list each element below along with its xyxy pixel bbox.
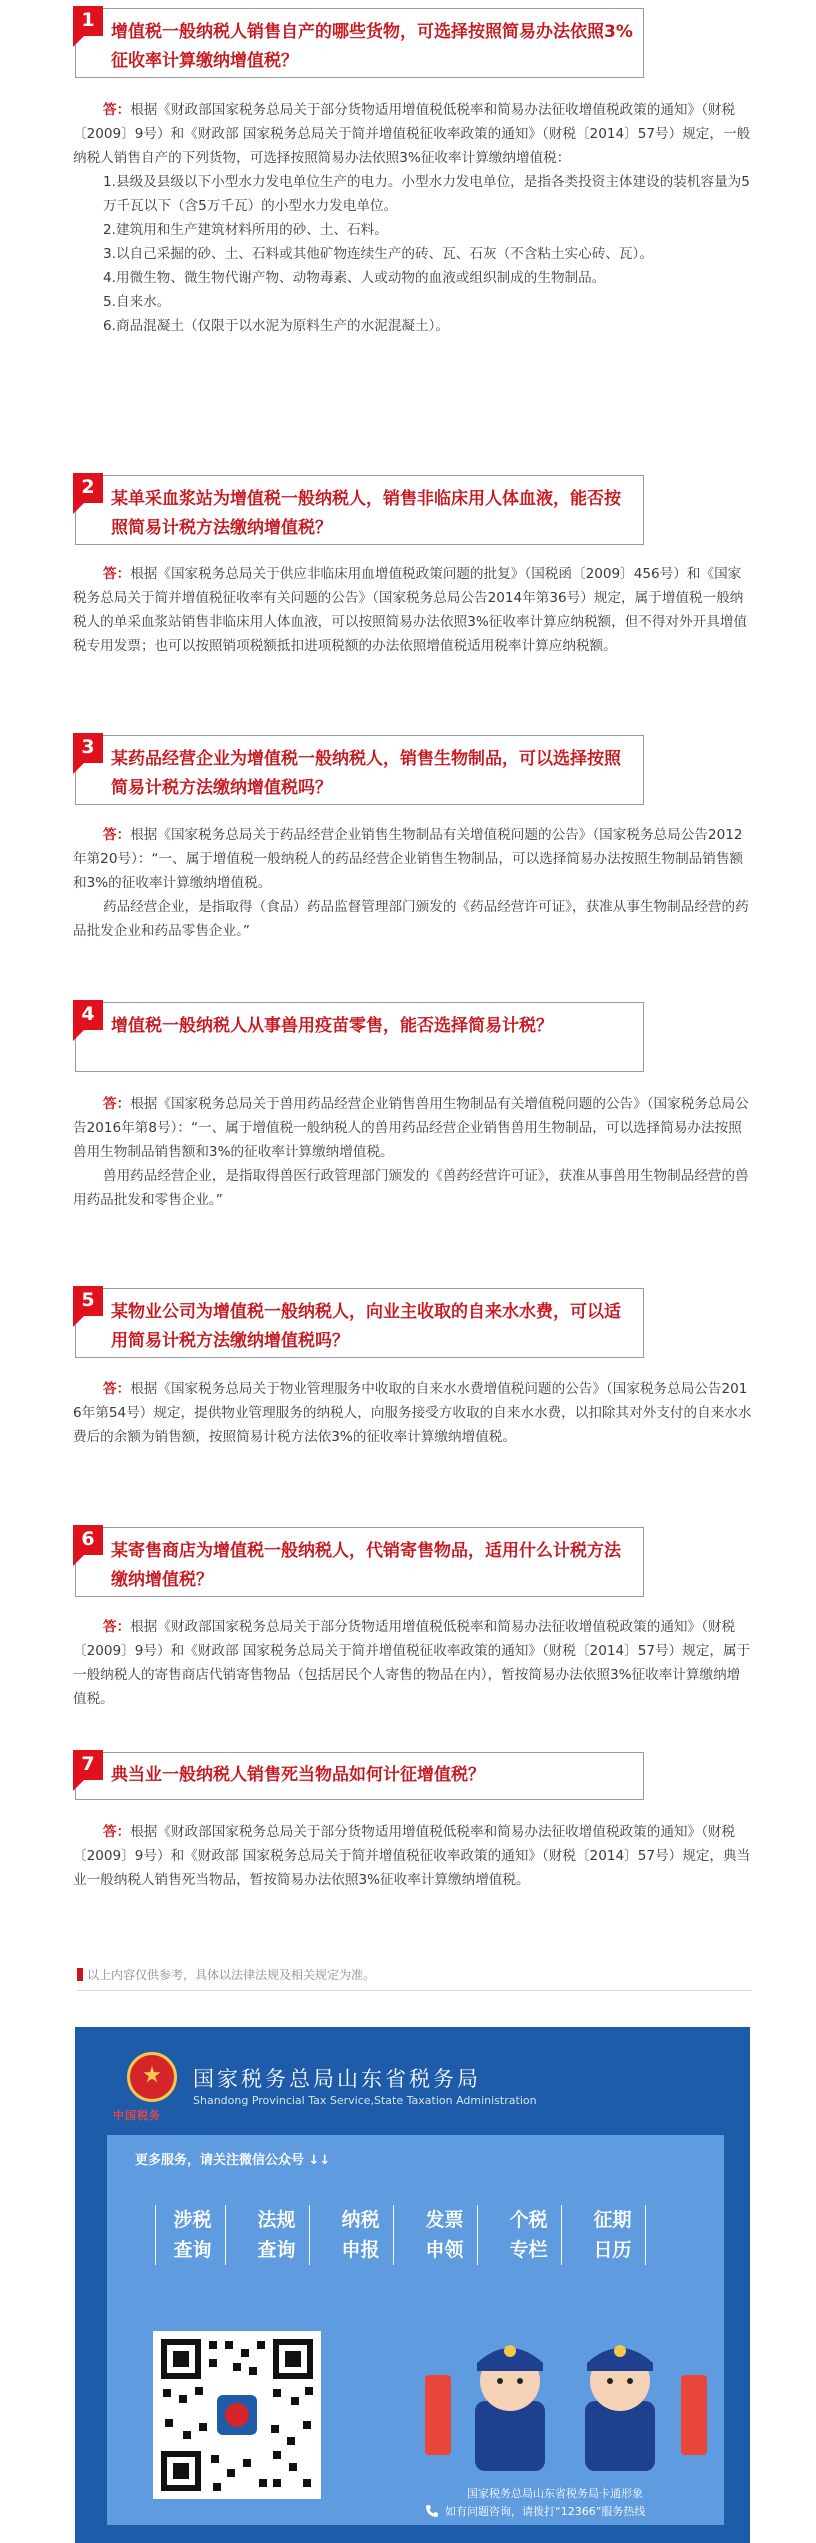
- list-item: 5.自来水。: [103, 294, 171, 310]
- question-box-2: [75, 475, 644, 545]
- question-title: 增值税一般纳税人销售自产的哪些货物，可选择按照简易办法依照3%征收率计算缴纳增值税？: [111, 22, 633, 71]
- list-item: 1.县级及县级以下小型水力发电单位生产的电力。小型水力发电单位，是指各类投资主体建设的装机容量为5万千瓦以下（含5万千瓦）的小型水力发电单位。: [103, 174, 750, 214]
- question-box-4: [75, 1002, 644, 1072]
- answer-block-2: [73, 562, 753, 658]
- answer-text: 答：根据《国家税务总局关于兽用药品经营企业销售兽用生物制品有关增值税问题的公告》（国家税务总局公告2016年第8号）：“一、属于增值税一般纳税人的兽用药品经营企业销售兽用生物制品，可以选择简易办法按照兽用生物制品销售额和3%的征收率计算缴纳增值税。: [73, 1096, 749, 1160]
- brand-text: 中国税务: [113, 2109, 161, 2122]
- answer-lead: 答：: [103, 1381, 131, 1397]
- service-item-tax-filing[interactable]: 纳税 申报: [328, 2205, 394, 2265]
- list-item: 2.建筑用和生产建筑材料所用的砂、土、石料。: [103, 222, 388, 238]
- tax-emblem-icon: [127, 2052, 177, 2102]
- question-number-badge: 2: [73, 473, 103, 503]
- question-number-badge: 1: [73, 6, 103, 36]
- divider: [77, 1990, 752, 1991]
- question-number-badge: 4: [73, 1000, 103, 1030]
- question-title: 典当业一般纳税人销售死当物品如何计征增值税？: [111, 1765, 485, 1785]
- answer-block-7: [73, 1820, 753, 1892]
- follow-prompt: 更多服务，请关注微信公众号 ↓↓: [135, 2153, 331, 2168]
- question-title: 某药品经营企业为增值税一般纳税人，销售生物制品，可以选择按照简易计税方法缴纳增值税吗？: [111, 749, 621, 798]
- question-number-badge: 6: [73, 1525, 103, 1555]
- answer-text: 答：根据《国家税务总局关于药品经营企业销售生物制品有关增值税问题的公告》（国家税务总局公告2012年第20号）：“一、属于增值税一般纳税人的药品经营企业销售生物制品，可以选择简易办法按照生物制品销售额和3%的征收率计算缴纳增值税。: [73, 827, 744, 891]
- question-box-3: [75, 735, 644, 805]
- answer-lead: 答：: [103, 1824, 131, 1840]
- question-box-6: [75, 1527, 644, 1597]
- list-item: 4.用微生物、微生物代谢产物、动物毒素、人或动物的血液或组织制成的生物制品。: [103, 270, 606, 286]
- question-title: 某物业公司为增值税一般纳税人，向业主收取的自来水水费，可以适用简易计税方法缴纳增值税吗？: [111, 1302, 621, 1351]
- answer-lead: 答：: [103, 1096, 131, 1112]
- answer-lead: 答：: [103, 566, 131, 582]
- question-box-7: [75, 1752, 644, 1800]
- question-box-5: [75, 1288, 644, 1358]
- answer-lead: 答：: [103, 1619, 131, 1635]
- question-number-badge: 3: [73, 733, 103, 763]
- service-item-invoice[interactable]: 发票 申领: [412, 2205, 478, 2265]
- service-item-calendar[interactable]: 征期 日历: [580, 2205, 646, 2265]
- list-item: 3.以自己采掘的砂、土、石料或其他矿物连续生产的砖、瓦、石灰（不含粘土实心砖、瓦）。: [103, 246, 653, 262]
- service-item-law-query[interactable]: 法规 查询: [244, 2205, 310, 2265]
- answer-text: 兽用药品经营企业，是指取得兽医行政管理部门颁发的《兽药经营许可证》，获准从事兽用生物制品经营的兽用药品批发和零售企业。”: [73, 1168, 749, 1208]
- service-item-tax-query[interactable]: 涉税 查询: [155, 2205, 226, 2265]
- tax-officer-cartoon-icon: [425, 2311, 707, 2481]
- cartoon-caption: 国家税务总局山东省税务局卡通形象: [467, 2487, 643, 2500]
- answer-block-1: [73, 98, 753, 338]
- question-number-badge: 7: [73, 1750, 103, 1780]
- question-box-1: [75, 8, 644, 78]
- disclaimer-note: 以上内容仅供参考，具体以法律法规及相关规定为准。: [77, 1966, 375, 1983]
- question-title: 增值税一般纳税人从事兽用疫苗零售，能否选择简易计税？: [111, 1016, 553, 1036]
- question-title: 某单采血浆站为增值税一般纳税人，销售非临床用人体血液，能否按照简易计税方法缴纳增值税？: [111, 489, 621, 538]
- answer-block-3: [73, 823, 753, 943]
- answer-lead: 答：: [103, 827, 131, 843]
- service-menu: [155, 2205, 664, 2265]
- org-name-cn: 国家税务总局山东省税务局: [193, 2067, 481, 2091]
- wechat-qr-code: [153, 2331, 321, 2499]
- hotline-text: 如有问题咨询，请拨打“12366”服务热线: [425, 2503, 645, 2519]
- answer-text: 答：根据《财政部国家税务总局关于部分货物适用增值税低税率和简易办法征收增值税政策的通知》（财税〔2009〕9号）和《财政部 国家税务总局关于简并增值税征收率政策的通知》（财税〔2014〕57号）规定，典当业一般纳税人销售死当物品，暂按简易办法依照3%征收率计算缴纳增值税。: [73, 1824, 751, 1888]
- red-marker-icon: [77, 1968, 83, 1981]
- service-item-iit[interactable]: 个税 专栏: [496, 2205, 562, 2265]
- question-title: 某寄售商店为增值税一般纳税人，代销寄售物品，适用什么计税方法缴纳增值税？: [111, 1541, 621, 1590]
- answer-text: 答：根据《财政部国家税务总局关于部分货物适用增值税低税率和简易办法征收增值税政策的通知》（财税〔2009〕9号）和《财政部 国家税务总局关于简并增值税征收率政策的通知》（财税〔2014〕57号）规定，一般纳税人销售自产的下列货物，可选择按照简易办法依照3%征收率计算缴纳增值税：: [73, 102, 751, 166]
- phone-icon: [425, 2504, 439, 2518]
- list-item: 6.商品混凝土（仅限于以水泥为原料生产的水泥混凝土）。: [103, 318, 450, 334]
- service-panel: [107, 2135, 724, 2525]
- promo-banner: [75, 2027, 750, 2543]
- answer-block-6: [73, 1615, 753, 1711]
- question-number-badge: 5: [73, 1286, 103, 1316]
- qr-code-icon: [161, 2339, 313, 2491]
- answer-text: 答：根据《国家税务总局关于物业管理服务中收取的自来水水费增值税问题的公告》（国家税务总局公告2016年第54号）规定，提供物业管理服务的纳税人，向服务接受方收取的自来水水费，以扣除其对外支付的自来水水费后的余额为销售额，按照简易计税方法依3%的征收率计算缴纳增值税。: [73, 1381, 752, 1445]
- answer-lead: 答：: [103, 102, 131, 118]
- answer-block-5: [73, 1377, 753, 1449]
- answer-block-4: [73, 1092, 753, 1212]
- answer-text: 答：根据《国家税务总局关于供应非临床用血增值税政策问题的批复》（国税函〔2009〕456号）和《国家税务总局关于简并增值税征收率有关问题的公告》（国家税务总局公告2014年第36号）规定，属于增值税一般纳税人的单采血浆站销售非临床用人体血液，可以按照简易办法依照3%征收率计算应纳税额，但不得对外开具增值税专用发票；也可以按照销项税额抵扣进项税额的办法依照增值税适用税率计算应纳税额。: [73, 566, 748, 654]
- answer-text: 药品经营企业，是指取得（食品）药品监督管理部门颁发的《药品经营许可证》，获准从事生物制品经营的药品批发企业和药品零售企业。”: [73, 899, 749, 939]
- org-name-en: Shandong Provincial Tax Service,State Taxation Administration: [193, 2094, 537, 2107]
- answer-text: 答：根据《财政部国家税务总局关于部分货物适用增值税低税率和简易办法征收增值税政策的通知》（财税〔2009〕9号）和《财政部 国家税务总局关于简并增值税征收率政策的通知》（财税〔2014〕57号）规定，属于一般纳税人的寄售商店代销寄售物品（包括居民个人寄售的物品在内），暂按简易办法依照3%征收率计算缴纳增值税。: [73, 1619, 751, 1707]
